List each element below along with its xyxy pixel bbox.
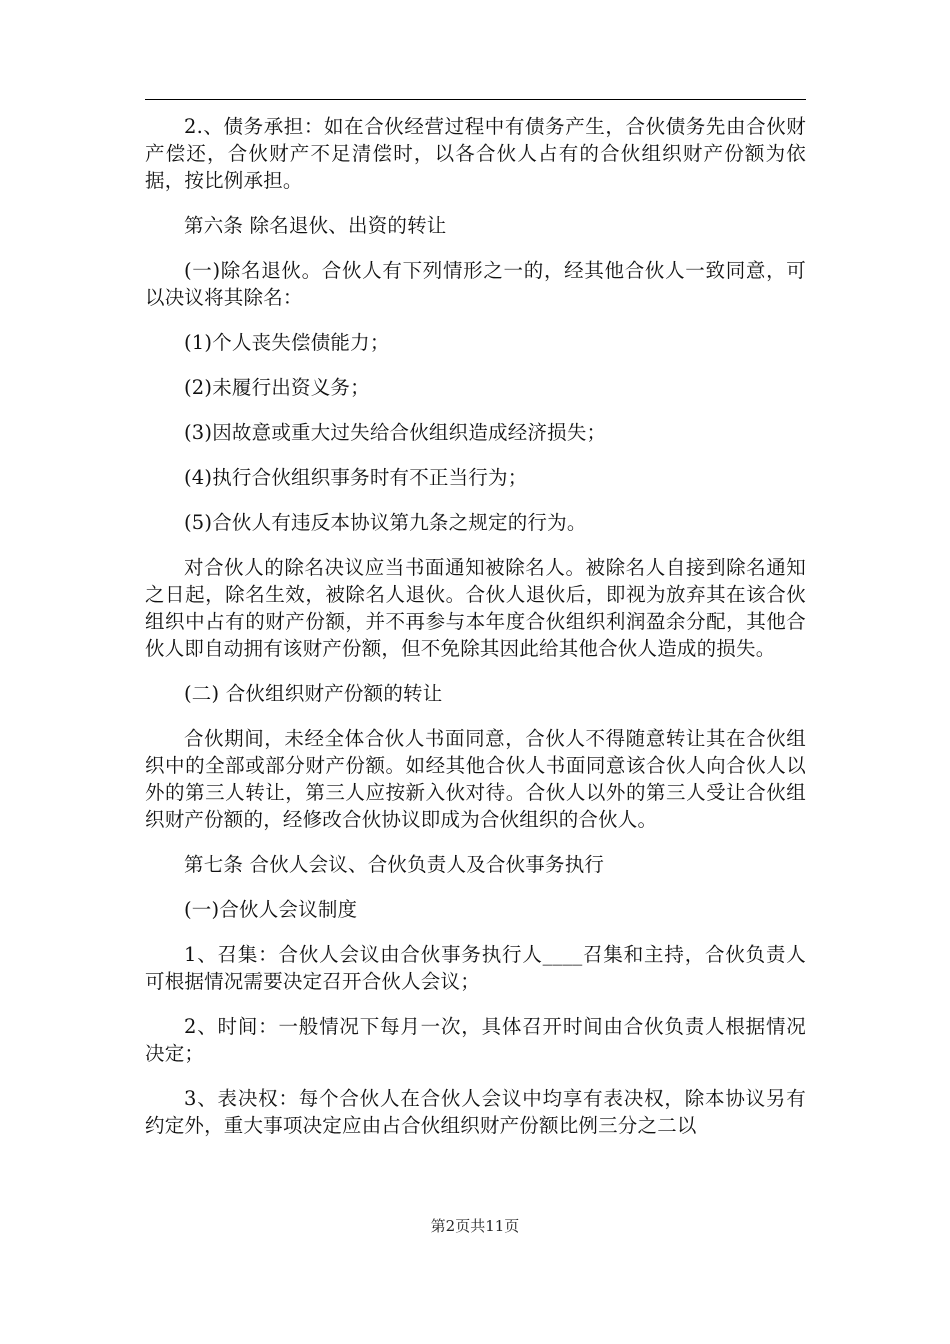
section-2-heading: (二) 合伙组织财产份额的转让 bbox=[184, 682, 443, 705]
section-1-heading: (一)合伙人会议制度 bbox=[184, 898, 358, 921]
paragraph-debt-bearing: 2.、债务承担：如在合伙经营过程中有债务产生，合伙债务先由合伙财产偿还，合伙财产不足清偿时，以各合伙人占有的合伙组织财产份额为依据，按比例承担。 bbox=[145, 115, 806, 192]
article-7-heading: 第七条 合伙人会议、合伙负责人及合伙事务执行 bbox=[184, 853, 605, 876]
document-body bbox=[145, 113, 806, 1157]
paragraph-share-transfer: 合伙期间，未经全体合伙人书面同意，合伙人不得随意转让其在合伙组织中的全部或部分财产份额。如经其他合伙人书面同意该合伙人向合伙人以外的第三人转让，第三人应按新入伙对待。合伙人以外的第三人受让合伙组织财产份额的，经修改合伙协议即成为合伙组织的合伙人。 bbox=[145, 727, 806, 831]
paragraph-voting-rights: 3、表决权：每个合伙人在合伙人会议中均享有表决权，除本协议另有约定外，重大事项决定应由占合伙组织财产份额比例三分之二以 bbox=[145, 1087, 806, 1137]
list-item-4: (4)执行合伙组织事务时有不正当行为； bbox=[184, 466, 528, 489]
paragraph-timing: 2、时间：一般情况下每月一次，具体召开时间由合伙负责人根据情况决定； bbox=[145, 1015, 806, 1065]
list-item-2: (2)未履行出资义务； bbox=[184, 376, 370, 399]
list-item-1: (1)个人丧失偿债能力； bbox=[184, 331, 390, 354]
paragraph-expulsion-intro: (一)除名退伙。合伙人有下列情形之一的，经其他合伙人一致同意，可以决议将其除名： bbox=[145, 259, 806, 309]
list-item-5: (5)合伙人有违反本协议第九条之规定的行为。 bbox=[184, 511, 587, 534]
paragraph-convening: 1、召集：合伙人会议由合伙事务执行人____召集和主持，合伙负责人可根据情况需要决定召开合伙人会议； bbox=[145, 943, 806, 993]
page-number-footer: 第2页共11页 bbox=[430, 1217, 520, 1235]
article-6-heading: 第六条 除名退伙、出资的转让 bbox=[184, 214, 447, 237]
paragraph-expulsion-notice: 对合伙人的除名决议应当书面通知被除名人。被除名人自接到除名通知之日起，除名生效，被除名人退伙。合伙人退伙后，即视为放弃其在该合伙组织中占有的财产份额，并不再参与本年度合伙组织利润盈余分配，其他合伙人即自动拥有该财产份额，但不免除其因此给其他合伙人造成的损失。 bbox=[145, 556, 806, 660]
list-item-3: (3)因故意或重大过失给合伙组织造成经济损失； bbox=[184, 421, 607, 444]
header-divider bbox=[145, 99, 806, 100]
